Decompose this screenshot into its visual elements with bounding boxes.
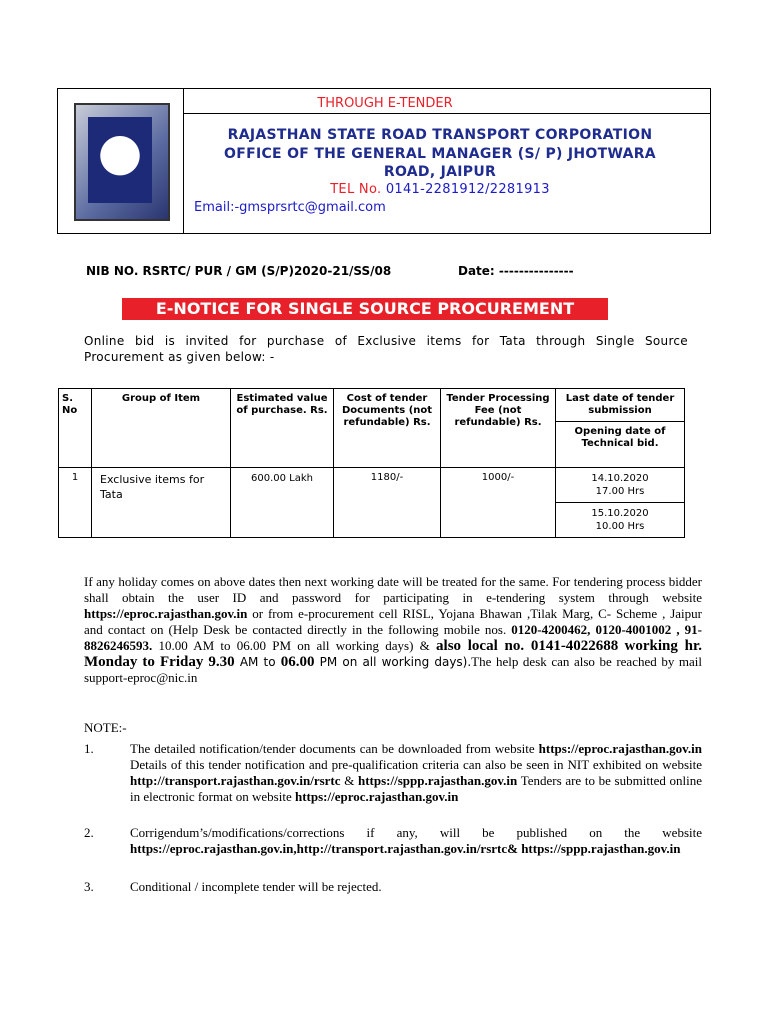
org-name-line3: ROAD, JAIPUR: [383, 164, 497, 180]
header-value: Estimated value of purchase. Rs.: [231, 389, 334, 468]
note-1-text-g: Tenders are to be submitted online in electronic format on website: [130, 773, 702, 804]
note-number: 3.: [84, 879, 94, 894]
note-2-links[interactable]: https://eproc.rajasthan.gov.in,http://transport.rajasthan.gov.in/rsrtc& https://sppp.rajasthan.gov.in: [130, 841, 681, 856]
note-1-link-eproc-2[interactable]: https://eproc.rajasthan.gov.in: [294, 789, 459, 804]
opening-time-value: 10.00 Hrs: [595, 521, 645, 532]
cell-sno: 1: [59, 468, 92, 538]
note-number: 1.: [84, 741, 94, 756]
header-opening-date: Opening date of Technical bid.: [556, 422, 685, 468]
cell-group: Exclusive items for Tata: [92, 468, 231, 538]
header-last-date: Last date of tender submission: [556, 389, 685, 422]
cell-value: 600.00 Lakh: [231, 468, 334, 538]
eproc-link[interactable]: https://eproc.rajasthan.gov.in: [84, 606, 248, 621]
note-2-text-a: Corrigendum’s/modifications/corrections if any, will be published on the website: [130, 825, 702, 840]
note-text: [130, 741, 702, 805]
body-text-3: 10.00 AM to 06.00 PM on all working days) &: [152, 638, 437, 653]
telephone: [180, 182, 700, 197]
note-1-text-c: Details of this tender notification and pre-qualification criteria can also be seen in NIT exhibited on website: [130, 757, 702, 772]
note-1-link-eproc[interactable]: https://eproc.rajasthan.gov.in: [538, 741, 702, 756]
tender-table: [58, 388, 685, 538]
closing-time: 06.00: [280, 654, 315, 670]
cell-opening-date: [556, 503, 685, 538]
opening-date-value: 15.10.2020: [591, 508, 649, 519]
nib-number: NIB NO. RSRTC/ PUR / GM (S/P)2020-21/SS/08: [86, 264, 392, 278]
working-hours: working hr. Monday to Friday 9.30: [84, 638, 702, 670]
body-text-4: The help desk can also be reached by mail support-eproc@nic.in: [84, 654, 703, 685]
org-name-line2: OFFICE OF THE GENERAL MANAGER (S/ P) JHOTWARA: [224, 146, 656, 162]
note-label: NOTE:-: [84, 720, 127, 735]
last-date-value: 14.10.2020: [591, 473, 649, 484]
note-1-text-e: &: [340, 773, 358, 788]
body-paragraph: [84, 574, 702, 686]
body-text-1: If any holiday comes on above dates then next working date will be treated for the same. For tendering process bidder shall obtain the user ID and password for participating in e-tendering system through website: [84, 574, 702, 605]
org-name-line1: RAJASTHAN STATE ROAD TRANSPORT CORPORATION: [227, 127, 653, 143]
note-1-link-transport[interactable]: http://transport.rajasthan.gov.in/rsrtc: [130, 773, 341, 788]
pm-text: PM on all working days).: [314, 655, 472, 669]
header-group: Group of Item: [92, 389, 231, 468]
local-number: also local no. 0141-4022688: [436, 638, 619, 654]
cell-cost: 1180/-: [334, 468, 441, 538]
header-fee: Tender Processing Fee (not refundable) Rs.: [441, 389, 556, 468]
intro-paragraph: Online bid is invited for purchase of Exclusive items for Tata through Single Source Procurement as given below: -: [84, 334, 688, 364]
helpdesk-phones: 0120-4200462, 0120-4001002 , 91-8826246593.: [84, 622, 702, 653]
note-1-link-sppp[interactable]: https://sppp.rajasthan.gov.in: [357, 773, 518, 788]
notice-title: E-NOTICE FOR SINGLE SOURCE PROCUREMENT: [122, 298, 608, 320]
note-text: Conditional / incomplete tender will be rejected.: [130, 879, 382, 894]
tel-label: TEL No.: [330, 182, 382, 197]
table-row: [59, 468, 685, 503]
note-text: [130, 825, 702, 857]
email-link[interactable]: Email:-gmsprsrtc@gmail.com: [194, 200, 386, 215]
nib-date: Date: ---------------: [458, 264, 574, 278]
note-number: 2.: [84, 825, 94, 840]
body-text-2: or from e-procurement cell RISL, Yojana Bhawan ,Tilak Marg, C- Scheme , Jaipur and contact on (Help Desk be contacted directly in the following mobile nos.: [84, 606, 702, 637]
note-1-text-a: The detailed notification/tender documents can be downloaded from website: [130, 741, 539, 756]
through-etender-label: THROUGH E-TENDER: [317, 96, 453, 111]
header-sno: S. No: [59, 389, 92, 468]
header-divider: [183, 113, 710, 114]
header-cost: Cost of tender Documents (not refundable) Rs.: [334, 389, 441, 468]
am-to: AM to: [234, 655, 281, 669]
cell-fee: 1000/-: [441, 468, 556, 538]
last-time-value: 17.00 Hrs: [595, 486, 645, 497]
tel-number: 0141-2281912/2281913: [381, 182, 550, 197]
table-header-row: [59, 389, 685, 422]
rsrtc-logo-icon: [74, 103, 170, 221]
cell-last-date: [556, 468, 685, 503]
